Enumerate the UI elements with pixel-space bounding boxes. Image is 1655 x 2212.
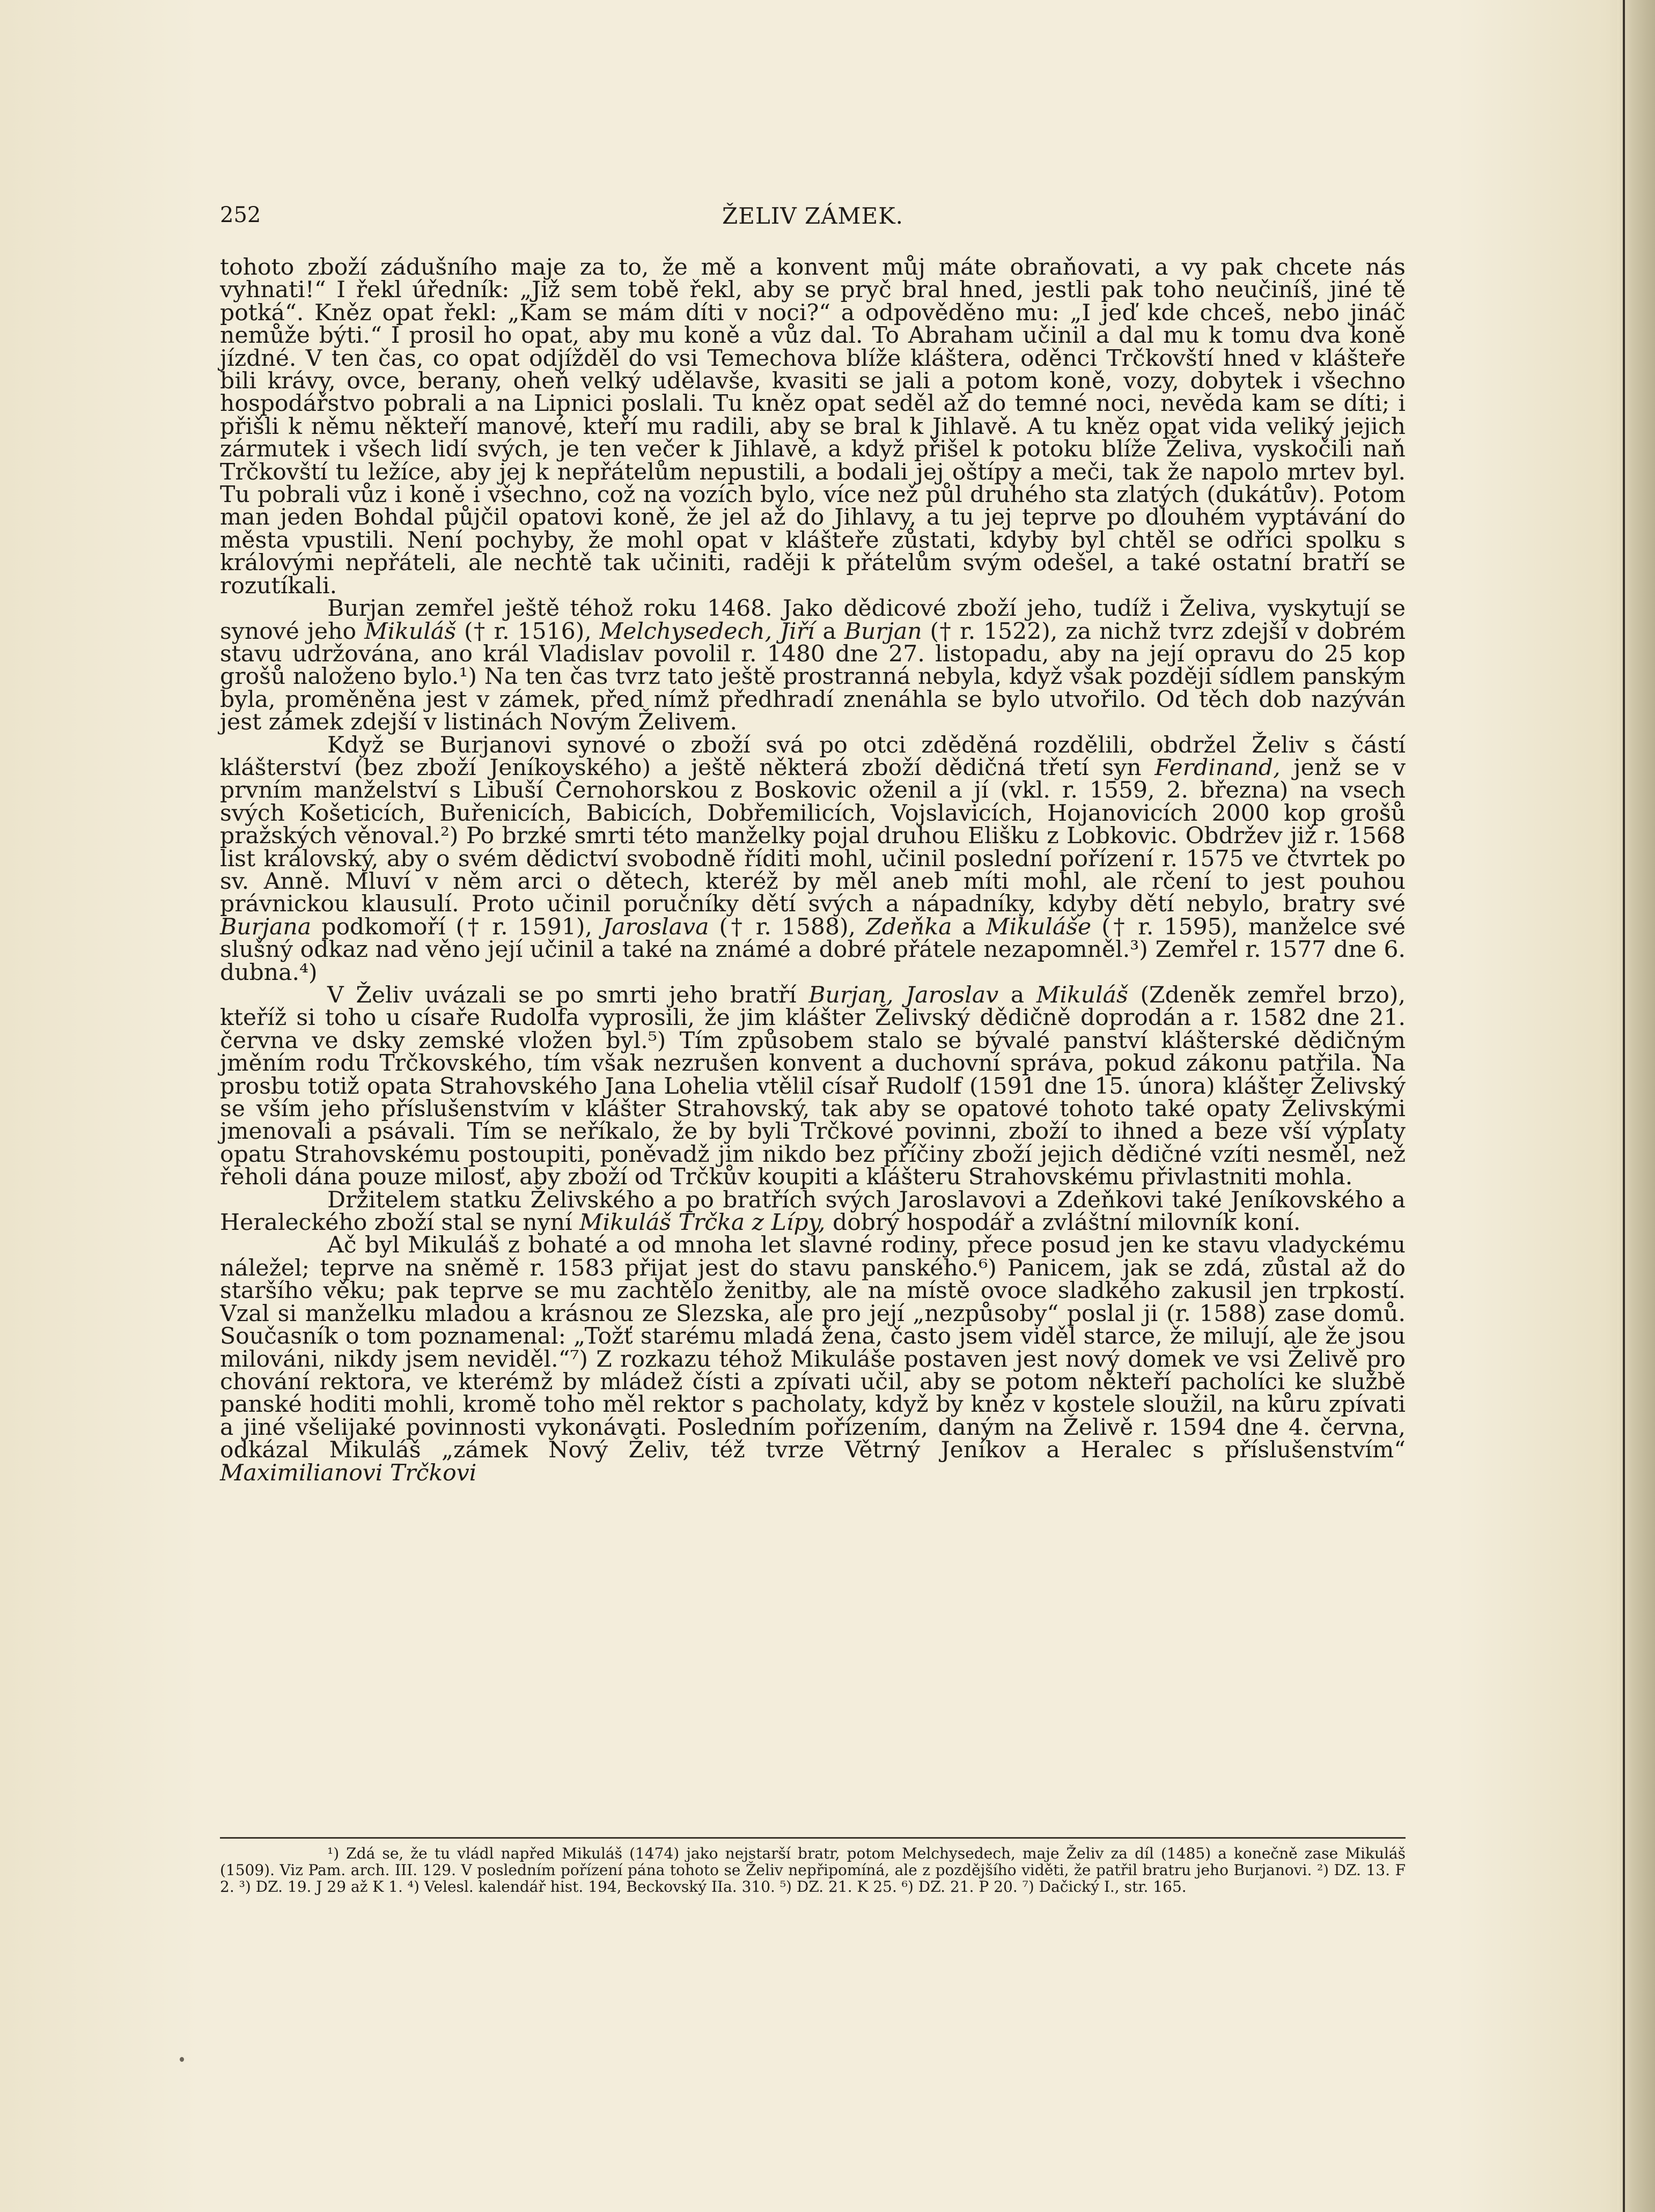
text-run: a [998,982,1036,1008]
text-run: Ač byl Mikuláš z bohaté a od mnoha let slavné rodiny, přece posud jen ke stavu vladyckému náležel; teprve na sněmě r. 1583 přijat jest do stavu panského.⁶) Panicem, jak se zdá, zůstal až do staršího věku; pak teprve se mu zachtělo ženitby, ale na místě ovoce sladkého zakusil jen trpkostí. Vzal si manželku mladou a krásnou ze Slezska, ale pro její „nezpůsoby“ poslal ji (r. 1588) zase domů. Současník o tom poznamenal: „Tožť starému mladá žena, často jsem viděl starce, že milují, ale že jsou milováni, nikdy jsem neviděl.“⁷) Z rozkazu téhož Mikuláše postaven jest nový domek ve vsi Želivě pro chování rektora, ve kterémž by mládež čísti a zpívati učil, aby se potom někteří pacholíci ke službě panské hoditi mohli, kromě toho měl rektor s pacholaty, když by kněz v kostele sloužil, na kůru zpívati a jiné všelijaké povinnosti vykonávati. Posledním pořízením, daným na Želivě r. 1594 dne 4. června, odkázal Mikuláš „zámek Nový Želiv, též tvrze Větrný Jeníkov a Heralec s příslušenstvím“ [220,1232,1406,1464]
italic-name: Mikuláše [986,913,1092,940]
footnote-separator [220,1837,1406,1839]
paragraph-1 [220,256,1406,598]
italic-name: Mikuláš Trčka z Lípy, [579,1210,826,1236]
footnote-text: ¹) Zdá se, že tu vládl napřed Mikuláš (1474) jako nejstarší bratr, potom Melchysedech, maje Želiv za díl (1485) a konečně zase Mikuláš (1509). Viz Pam. arch. III. 129. V posledním pořízení pána tohoto se Želiv nepřipomíná, ale z pozdějšího viděti, že patřil bratru jeho Burjanovi. ²) DZ. 13. F 2. ³) DZ. 19. J 29 až K 1. ⁴) Velesl. kalendář hist. 194, Beckovský IIa. 310. ⁵) DZ. 21. K 25. ⁶) DZ. 21. P 20. ⁷) Dačický I., str. 165. [220,1845,1406,1896]
book-spine-edge [1617,0,1655,2212]
text-run: Když se Burjanovi synové o zboží svá po otci zděděná rozdělili, obdržel Želiv s částí klášterství (bez zboží Jeníkovského) a ještě některá zboží dědičná třetí syn [220,732,1406,781]
text-run: a [814,618,844,645]
text-run: Burjan zemřel ještě téhož roku 1468. Jako dědicové zboží jeho, tudíž i Želiva, vyskytují se synové jeho [220,595,1406,645]
text-run: tohoto zboží zádušního maje za to, že mě a konvent můj máte obraňovati, a vy pak chcete nás vyhnati!“ I řekl úředník: „Již sem tobě řekl, aby se pryč bral hned, jestli pak toho neučiníš, jiné tě potká“. Kněz opat řekl: „Kam se mám díti v noci?“ a odpověděno mu: „I jeď kde chceš, nebo jináč nemůže býti.“ I prosil ho opat, aby mu koně a vůz dal. To Abraham učinil a dal mu k tomu dva koně jízdné. V ten čas, co opat odjížděl do vsi Temechova blíže kláštera, oděnci Trčkovští hned v klášteře bili krávy, ovce, berany, oheň velký udělavše, kvasiti se jali a potom koně, vozy, dobytek i všechno hospodářstvo pobrali a na Lipnici poslali. Tu kněz opat seděl až do temné noci, nevěda kam se díti; i přišli k němu někteří manové, kteří mu radili, aby se bral k Jihlavě. A tu kněz opat vida veliký jejich zármutek i všech lidí svých, je ten večer k Jihlavě, a když přišel k potoku blíže Želiva, vyskočili naň Trčkovští tu ležíce, aby jej k nepřátelům nepustili, a bodali jej oštípy a meči, tak že napolo mrtev byl. Tu pobrali vůz i koně i všechno, což na vozích bylo, více než půl druhého sta zlatých (dukátův). Potom man jeden Bohdal půjčil opatovi koně, že jel až do Jihlavy, a tu jej teprve po dlouhém vyptávání do města vpustili. Není pochyby, že mohl opat v klášteře zůstati, kdyby byl chtěl se odříci spolku s královými nepřáteli, ale nechtě tak učiniti, raději k přátelům svým odešel, a také ostatní bratří se rozutíkali. [220,254,1406,599]
italic-name: Burjan [844,618,922,645]
paragraph-2 [220,595,1406,736]
body-text [220,256,1406,1485]
text-run: († r. 1595), manželce své slušný odkaz nad věno její učinil a také na známé a dobré přátele nezapomněl.³) Zemřel r. 1577 dne 6. dubna.⁴) [220,913,1406,986]
paragraph-5 [220,1186,1406,1236]
italic-name: Melchysedech, Jiří [599,618,815,645]
text-run: Držitelem statku Želivského a po bratřích svých Jaroslavovi a Zdeňkovi také Jeníkovského a Heraleckého zboží stal se nyní [220,1186,1406,1236]
italic-name: Zdeňka [866,913,952,940]
text-run: jenž se v prvním manželství s Libuší Černohorskou z Boskovic oženil a jí (vkl. r. 1559, 2. března) na vsech svých Košeticích, Buřenicích, Babicích, Dobřemilicích, Vojslavicích, Hojanovicích 2000 kop grošů pražských věnoval.²) Po brzké smrti této manželky pojal druhou Elišku z Lobkovic. Obdržev již r. 1568 list královský, aby o svém dědictví svobodně říditi mohl, učinil poslední pořízení r. 1575 ve čtvrtek po sv. Anně. Mluví v něm arci o dětech, kteréž by měl aneb míti mohl, ale rčení to jest pouhou právnickou klausulí. Proto učinil poručníky dětí svých a nápadníky, kdyby dětí nebylo, bratry své [220,754,1406,918]
text-run: V Želiv uvázali se po smrti jeho bratří [327,982,809,1008]
text-run: (Zdeněk zemřel brzo), kteříž si toho u císaře Rudolfa vyprosili, že jim klášter Želivský dědičně doprodán a r. 1582 dne 21. června ve dsky zemské vložen byl.⁵) Tím způsobem stalo se bývalé panství klášterské dědičným jměním rodu Trčkovského, tím však nezrušen konvent a duchovní správa, pokud zákonu patřila. Na prosbu totiž opata Strahovského Jana Lohelia vtělil císař Rudolf (1591 dne 15. února) klášter Želivský se vším jeho příslušenstvím v klášter Strahovský, tak aby se opatové tohoto také opaty Želivskými jmenovali a psávali. Tím se neříkalo, že by byli Trčkové povinni, zboží to ihned a beze vší výplaty opatu Strahovskému postoupiti, poněvadž jim nikdo bez příčiny zboží jejich dědičné vzíti nesměl, než řeholi dána pouze milosť, aby zboží od Trčkův koupiti a klášteru Strahovskému přivlastniti mohla. [220,982,1406,1191]
paragraph-4 [220,984,1406,1189]
text-run: a [952,913,987,940]
italic-name: Mikuláš [364,618,457,645]
italic-name: Burjan, Jaroslav [808,982,999,1008]
footnotes [220,1845,1406,1895]
italic-name: Mikuláš [1036,982,1128,1008]
italic-name: Jaroslava [602,913,709,940]
text-run: podkomoří († r. 1591), [311,913,603,940]
paper-speck [180,2057,184,2062]
running-title: ŽELIV ZÁMEK. [722,203,903,229]
text-run: dobrý hospodář a zvláštní milovník koní. [825,1210,1301,1236]
text-run: († r. 1588), [709,913,866,940]
paragraph-3 [220,734,1406,984]
paragraph-6 [220,1234,1406,1484]
italic-name: Maximilianovi Trčkovi [220,1459,477,1486]
italic-name: Burjana [220,913,312,940]
page-header [220,203,1406,235]
text-run: († r. 1522), za nichž tvrz zdejší v dobrém stavu udržována, ano král Vladislav povolil r. 1480 dne 27. listopadu, aby na její opravu do 25 kop grošů naloženo bylo.¹) Na ten čas tvrz tato ještě prostranná nebyla, když však později sídlem panským byla, proměněna jest v zámek, před nímž předhradí znenáhla se bylo utvořilo. Od těch dob nazýván jest zámek zdejší v listinách Novým Želivem. [220,618,1406,736]
page-number: 252 [220,203,261,227]
edge-rule [1623,0,1625,2212]
italic-name: Ferdinand, [1154,754,1281,781]
text-run: († r. 1516), [456,618,600,645]
